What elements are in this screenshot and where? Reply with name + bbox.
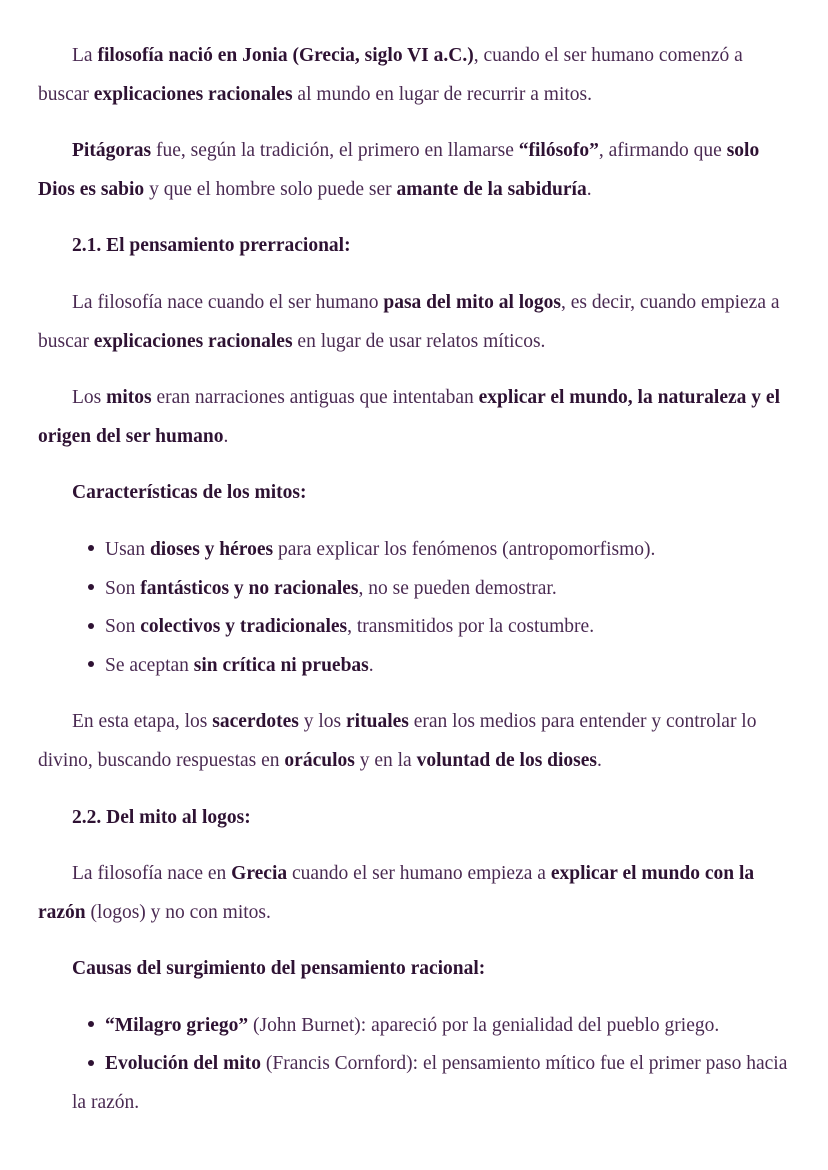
list-item: [38, 570, 792, 609]
text: La filosofía nace cuando el ser humano: [72, 291, 384, 313]
list-item: [38, 647, 792, 686]
text: Usan: [105, 538, 150, 560]
text: , no se pueden demostrar.: [358, 577, 557, 599]
text: (logos) y no con mitos.: [85, 901, 271, 923]
bold-text: filosofía nació en Jonia (Grecia, siglo VI a.C.): [97, 45, 474, 66]
text: , afirmando que: [598, 140, 727, 162]
text: Se aceptan: [105, 654, 194, 676]
text: En esta etapa, los: [72, 711, 213, 733]
bold-text: 2.1. El pensamiento prerracional:: [72, 235, 351, 257]
text: al mundo en lugar de recurrir a mitos.: [292, 83, 592, 105]
bold-text: “Milagro griego”: [105, 1014, 249, 1036]
bold-text: “filósofo”: [518, 140, 599, 162]
bold-text: amante de la sabiduría: [396, 178, 587, 200]
text: en lugar de usar relatos míticos.: [292, 330, 546, 352]
list-item: [38, 1045, 792, 1122]
bold-text: colectivos y tradicionales: [140, 616, 348, 638]
bold-text: Causas del surgimiento del pensamiento racional:: [72, 958, 486, 980]
text: y que el hombre solo puede ser: [144, 178, 397, 200]
text: Son: [105, 577, 141, 599]
text: , cuando el ser humano comenzó a buscar: [38, 45, 743, 105]
bold-text: explicaciones racionales: [93, 83, 293, 105]
paragraph: [38, 132, 792, 209]
text: La: [72, 45, 98, 66]
bold-text: explicar el mundo con la razón: [38, 863, 755, 923]
bold-text: voluntad de los dioses: [416, 749, 598, 771]
bold-text: dioses y héroes: [149, 538, 274, 560]
text: La filosofía nace en: [72, 863, 232, 885]
list-item: [38, 1007, 792, 1046]
list-item: [38, 608, 792, 647]
paragraph: [38, 284, 792, 361]
text: fue, según la tradición, el primero en llamarse: [151, 140, 519, 162]
section-heading: [38, 799, 792, 838]
text: .: [586, 178, 592, 200]
bold-text: pasa del mito al logos: [383, 291, 562, 313]
text: eran los medios para entender y controlar lo divino, buscando respuestas en: [38, 711, 757, 771]
bold-text: Grecia: [231, 863, 288, 885]
bullet-icon: [88, 661, 94, 667]
bold-text: 2.2. Del mito al logos:: [72, 806, 251, 828]
text: (John Burnet): apareció por la genialidad del pueblo griego.: [248, 1014, 720, 1036]
text: y los: [298, 711, 347, 733]
bold-text: sacerdotes: [212, 711, 299, 733]
section-heading: [38, 227, 792, 266]
bold-text: rituales: [346, 711, 409, 733]
text: eran narraciones antiguas que intentaban: [151, 387, 479, 409]
list-item: [38, 531, 792, 570]
text: .: [368, 654, 374, 676]
paragraph: [38, 703, 792, 780]
bold-text: fantásticos y no racionales: [140, 577, 359, 599]
text: .: [223, 425, 229, 447]
bullet-icon: [88, 1060, 94, 1066]
text: , transmitidos por la costumbre.: [347, 616, 595, 638]
bold-text: oráculos: [284, 749, 355, 771]
section-heading: [38, 474, 792, 513]
bold-text: mitos: [106, 387, 152, 409]
text: .: [597, 749, 602, 771]
section-heading: [38, 950, 792, 989]
bold-text: Características de los mitos:: [72, 482, 307, 504]
bold-text: sin crítica ni pruebas: [193, 654, 369, 676]
text: , es decir, cuando empieza a buscar: [38, 291, 780, 352]
bullet-icon: [88, 584, 94, 590]
bold-text: Evolución del mito: [105, 1053, 262, 1075]
bullet-icon: [88, 623, 94, 629]
text: (Francis Cornford): el pensamiento mítico fue el primer paso hacia la razón.: [72, 1053, 788, 1114]
bold-text: explicaciones racionales: [93, 330, 293, 352]
text: cuando el ser humano empieza a: [287, 863, 551, 885]
bold-text: explicar el mundo, la naturaleza y el origen del ser humano: [38, 387, 780, 447]
text: para explicar los fenómenos (antropomorfismo).: [273, 538, 656, 560]
text: Los: [72, 387, 107, 409]
text: y en la: [354, 749, 417, 771]
bold-text: Pitágoras: [72, 140, 152, 162]
bullet-icon: [88, 545, 94, 551]
document-body: [38, 37, 792, 1141]
paragraph: [38, 379, 792, 456]
paragraph: [38, 855, 792, 932]
bullet-icon: [88, 1021, 94, 1027]
paragraph: [38, 37, 792, 114]
text: Son: [105, 616, 141, 638]
bold-text: solo Dios es sabio: [38, 140, 760, 200]
